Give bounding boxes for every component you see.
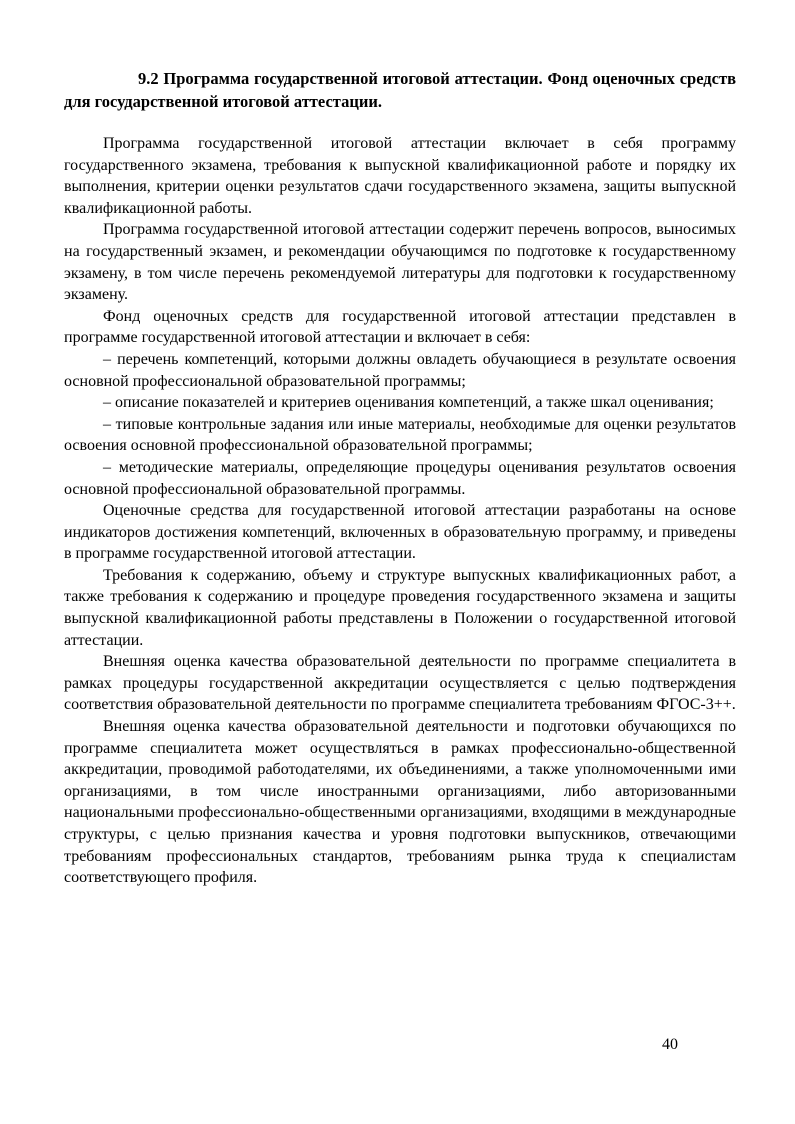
paragraph: Программа государственной итоговой аттестации включает в себя программу государственного экзамена, требования к выпускной квалификационной работе и порядку их выполнения, критерии оценки результатов сдачи государственного экзамена, защиты выпускной квалификационной работы. (64, 135, 736, 217)
bullet-item: – перечень компетенций, которыми должны овладеть обучающиеся в результате освоения основной профессиональной образовательной программы; (64, 350, 736, 390)
bullet-item: – методические материалы, определяющие процедуры оценивания результатов освоения основной профессиональной образовательной программы. (64, 458, 736, 498)
section-heading: 9.2 Программа государственной итоговой аттестации. Фонд оценочных средств для государственной итоговой аттестации. (64, 69, 736, 111)
text-content (64, 67, 736, 889)
bullet-item: – типовые контрольные задания или иные материалы, необходимые для оценки результатов освоения основной профессиональной образовательной программы; (64, 415, 736, 455)
paragraph: Оценочные средства для государственной итоговой аттестации разработаны на основе индикаторов достижения компетенций, включенных в образовательную программу, и приведены в программе государственной итоговой аттестации. (64, 502, 736, 563)
paragraph: Внешняя оценка качества образовательной деятельности и подготовки обучающихся по программе специалитета может осуществляться в рамках профессионально-общественной аккредитации, проводимой работодателями, их объединениями, а также уполномоченными ими организациями, в том числе иностранными организациями, либо авторизованными национальными профессионально-общественными организациями, входящими в международные структуры, с целью признания качества и уровня подготовки выпускников, отвечающими требованиям профессиональных стандартов, требованиям рынка труда к специалистам соответствующего профиля. (64, 718, 736, 887)
paragraph: Внешняя оценка качества образовательной деятельности по программе специалитета в рамках процедуры государственной аккредитации осуществляется с целью подтверждения соответствия образовательной деятельности по программе специалитета требованиям ФГОС-3++. (64, 653, 736, 714)
paragraph: Программа государственной итоговой аттестации содержит перечень вопросов, выносимых на государственный экзамен, и рекомендации обучающимся по подготовке к государственному экзамену, в том числе перечень рекомендуемой литературы для подготовки к государственному экзамену. (64, 221, 736, 304)
page-number: 40 (662, 1036, 678, 1053)
paragraph: Фонд оценочных средств для государственной итоговой аттестации представлен в программе государственной итоговой аттестации и включает в себя: (64, 307, 736, 347)
paragraph: Требования к содержанию, объему и структуре выпускных квалификационных работ, а также требования к содержанию и процедуре проведения государственного экзамена и защиты выпускной квалификационной работы представлены в Положении о государственной итоговой аттестации. (64, 566, 736, 649)
bullet-item: – описание показателей и критериев оценивания компетенций, а также шкал оценивания; (103, 394, 714, 412)
